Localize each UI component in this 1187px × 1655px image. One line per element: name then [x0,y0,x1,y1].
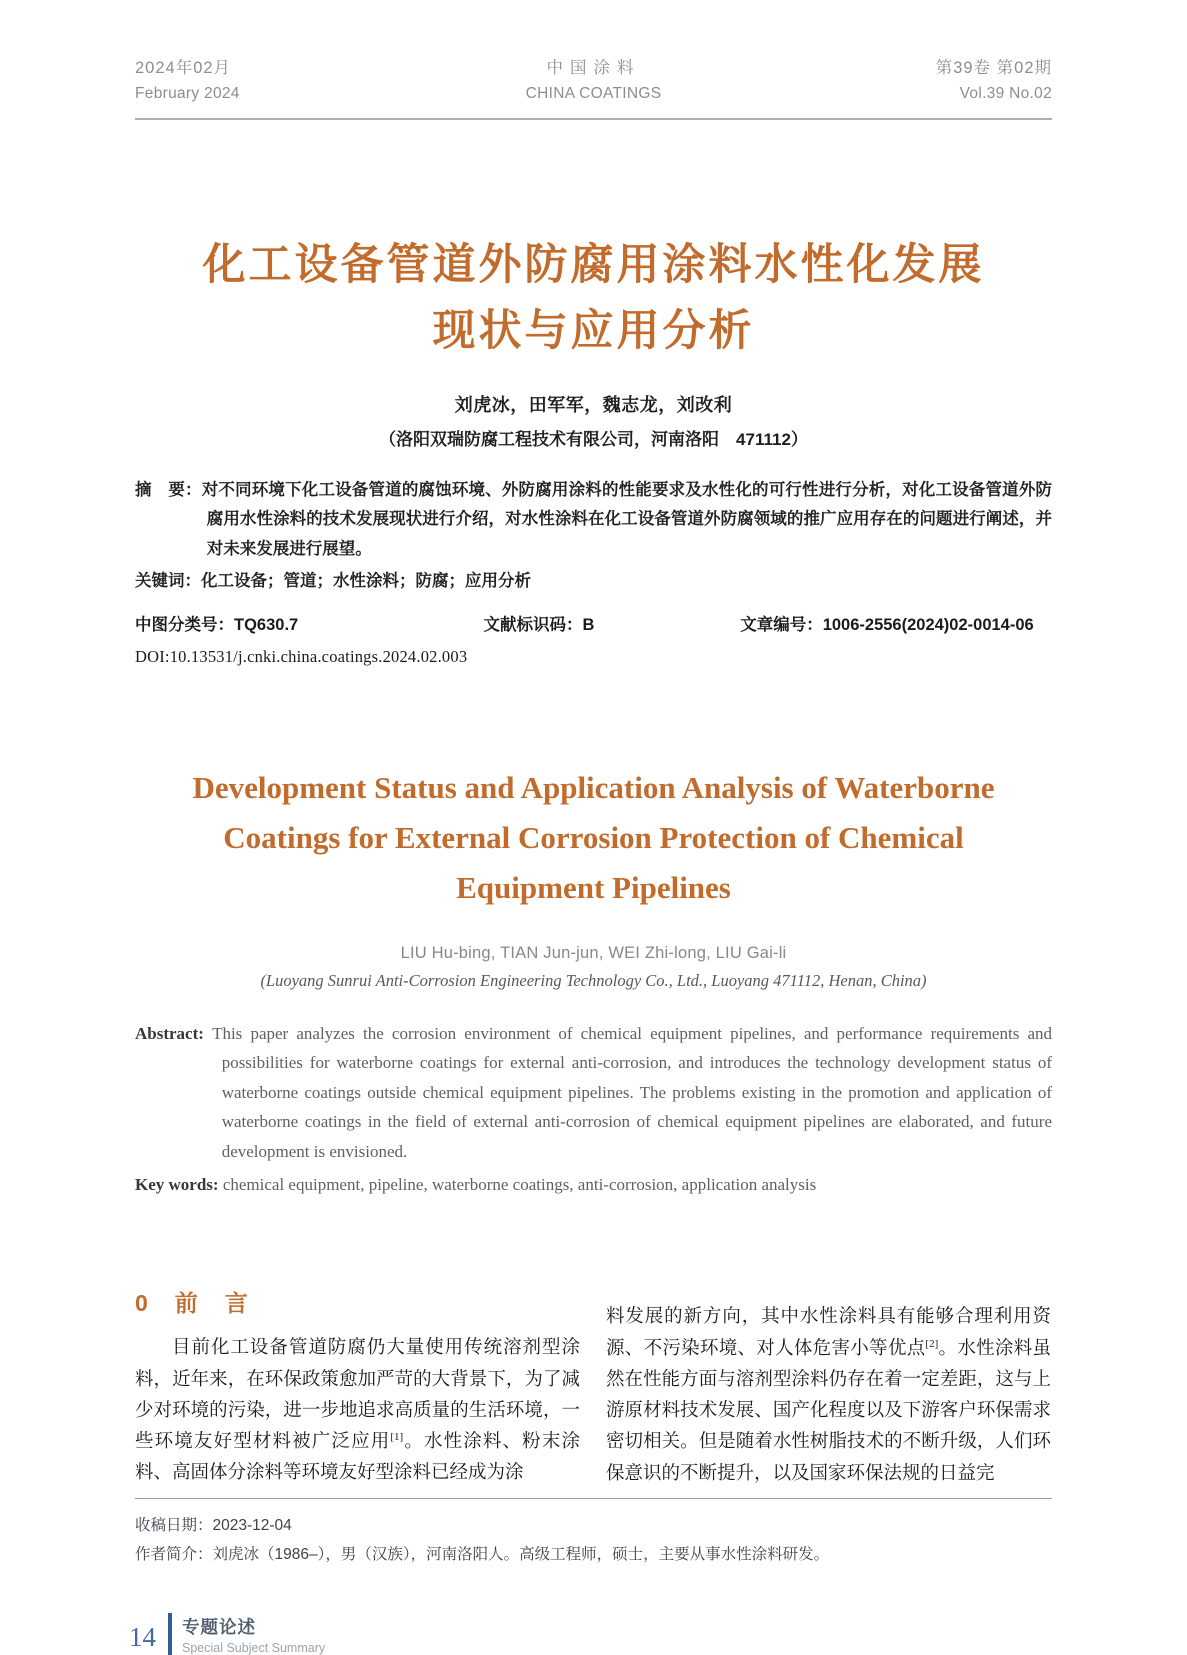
footnotes [135,1512,1052,1569]
reference-1-superscript: [1] [390,1431,404,1444]
header-date-en: February 2024 [135,84,240,102]
header-issue-cn: 第39卷 第02期 [935,59,1052,77]
authors-en: LIU Hu-bing, TIAN Jun-jun, WEI Zhi-long, LIU Gai-li [400,943,787,962]
abstract-en-label: Abstract: [135,1023,204,1043]
section-0-paragraph-left [135,1333,580,1489]
article-title-en-line3: Equipment Pipelines [456,870,731,906]
reference-2-superscript: [2] [925,1337,939,1350]
abstract-cn-text: 对不同环境下化工设备管道的腐蚀环境、外防腐用涂料的性能要求及水性化的可行性进行分析，对化工设备管道外防腐用水性涂料的技术发展现状进行介绍，对水性涂料在化工设备管道外防腐领域的推广应用存在的问题进行阐述，并对未来发展进行展望。 [201,480,1053,558]
article-title-en [135,763,1052,914]
affiliation-en: (Luoyang Sunrui Anti-Corrosion Engineering Technology Co., Ltd., Luoyang 471112, Henan, China) [260,970,927,990]
article-id: 文章编号：1006-2556(2024)02-0014-06 [740,615,1034,634]
header-date-cn: 2024年02月 [135,59,232,77]
footer-column-labels [172,1614,325,1655]
article-title-cn [135,232,1052,365]
keywords-en [135,1175,1052,1195]
section-0-heading: 0 前 言 [135,1290,250,1317]
page-content [129,0,1053,1655]
authors-cn: 刘虎冰，田军军，魏志龙，刘改利 [454,394,733,415]
author-bio: 作者简介：刘虎冰（1986–），男（汉族），河南洛阳人。高级工程师，硕士，主要从事水性涂料研发。 [135,1545,830,1563]
header-date [135,56,355,106]
article-title-cn-line2: 现状与应用分析 [432,307,755,356]
document-code: 文献标识码：B [483,615,595,634]
page-footer [129,1613,1052,1655]
journal-header [135,0,1052,120]
received-date: 收稿日期：2023-12-04 [135,1516,292,1534]
left-text-b: 。水性涂料、粉末涂料、高固体分涂料等环境友好型涂料已经成为涂 [135,1432,580,1484]
journal-name-cn: 中国涂料 [546,59,641,77]
header-issue [832,56,1052,106]
journal-name-en: CHINA COATINGS [525,84,662,102]
page-number: 14 [129,1621,156,1652]
affiliation-cn: （洛阳双瑞防腐工程技术有限公司，河南洛阳 471112） [379,429,808,449]
article-title-en-line2: Coatings for External Corrosion Protection of Chemical [223,820,964,856]
keywords-cn-label: 关键词： [135,571,201,590]
abstract-en-text: This paper analyzes the corrosion environment of chemical equipment pipelines, and performance requirements and possibilities for waterborne coatings for external anti-corrosion, and introduces the technology development status of waterborne coatings outside chemical equipment pipelines. The problems existing in the promotion and application of waterborne coatings in the field of external anti-corrosion of chemical equipment pipelines are elaborated, and future development is envisioned. [212,1023,1053,1161]
keywords-en-text: chemical equipment, pipeline, waterborne coatings, anti-corrosion, application analysis [222,1175,817,1195]
keywords-cn [135,567,1052,591]
doi: DOI:10.13531/j.cnki.china.coatings.2024.02.003 [135,646,468,666]
body-column-right [606,1285,1051,1490]
abstract-cn [135,476,1052,564]
header-journal-name [355,56,832,106]
article-title-en-line1: Development Status and Application Analysis of Waterborne [192,769,995,805]
column-name-cn: 专题论述 [182,1616,256,1637]
article-title-cn-line1: 化工设备管道外防腐用涂料水性化发展 [202,240,985,289]
header-issue-en: Vol.39 No.02 [959,84,1052,102]
keywords-cn-text: 化工设备；管道；水性涂料；防腐；应用分析 [201,571,531,590]
right-text-b: 。水性涂料虽然在性能方面与溶剂型涂料仍存在着一定差距，这与上游原材料技术发展、国产化程度以及下游客户环保需求密切相关。但是随着水性树脂技术的不断升级，人们环保意识的不断提升，以及国家环保法规的日益完 [606,1338,1051,1484]
column-name-en: Special Subject Summary [182,1640,326,1655]
abstract-cn-label: 摘 要： [135,480,202,499]
section-0-paragraph-right [606,1302,1051,1490]
article-meta-row [135,611,1052,635]
clc-number: 中图分类号：TQ630.7 [135,615,299,634]
right-text-a: 料发展的新方向，其中水性涂料具有能够合理利用资源、不污染环境、对人体危害小等优点 [606,1307,1051,1359]
body-columns [135,1285,1052,1490]
footnote-divider [135,1498,1052,1499]
left-text-a: 目前化工设备管道防腐仍大量使用传统溶剂型涂料，近年来，在环保政策愈加严苛的大背景下，为了减少对环境的污染，进一步地追求高质量的生活环境，一些环境友好型材料被广泛应用 [135,1338,580,1453]
body-column-left [135,1285,580,1490]
abstract-en [135,1019,1052,1167]
keywords-en-label: Key words: [135,1175,219,1195]
